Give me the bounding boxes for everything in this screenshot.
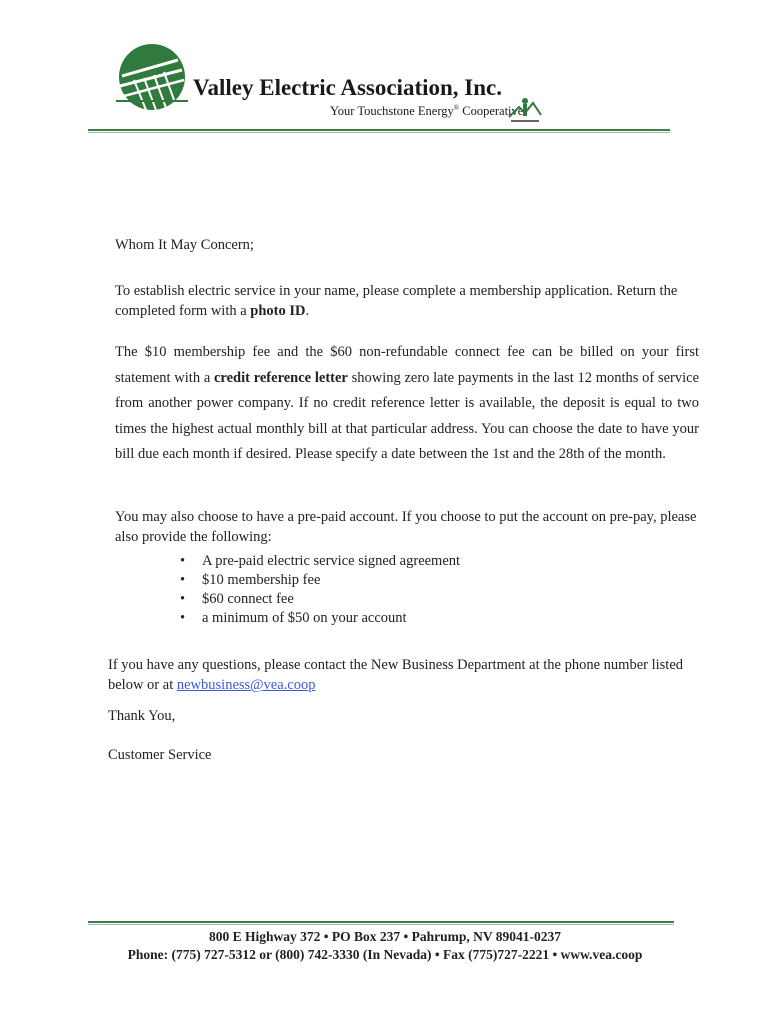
paragraph-questions: If you have any questions, please contact the New Business Department at the phone number listed below or at newbusiness@vea.coop (108, 657, 684, 693)
footer-contact: Phone: (775) 727-5312 or (800) 742-3330 (In Nevada) • Fax (775)727-2221 • www.vea.coop (127, 947, 643, 962)
photo-id-emphasis: photo ID (250, 303, 306, 319)
list-item: • A pre-paid electric service signed agreement (180, 552, 460, 571)
prepaid-requirements-list (180, 552, 460, 628)
footer-divider-light (88, 924, 674, 925)
email-link[interactable]: newbusiness@vea.coop (176, 677, 316, 693)
list-item: • a minimum of $50 on your account (180, 609, 460, 628)
company-name: Valley Electric Association, Inc. (193, 75, 502, 100)
tagline: Your Touchstone Energy® Cooperative (330, 104, 524, 119)
footer-address: 800 E Highway 372 • PO Box 237 • Pahrump, NV 89041-0237 (209, 929, 561, 944)
touchstone-energy-icon (505, 95, 545, 125)
vea-logo-icon (116, 40, 188, 114)
footer-divider (88, 921, 674, 923)
list-item: • $60 connect fee (180, 590, 460, 609)
paragraph-fees: The $10 membership fee and the $60 non-refundable connect fee can be billed on your first statement with a credit reference letter showing zero late payments in the last 12 months of service from another power company. If no credit reference letter is available, the deposit is equal to two times the highest actual monthly bill at that particular address. You can choose the date to have your bill due each month if desired. Please specify a date between the 1st and the 28th of the month. (115, 344, 700, 462)
list-item: • $10 membership fee (180, 571, 460, 590)
credit-reference-emphasis: credit reference letter (214, 369, 348, 386)
salutation: Whom It May Concern; (115, 237, 254, 253)
closing: Thank You, (108, 708, 176, 724)
header-divider (88, 129, 670, 131)
header-divider-light (88, 132, 670, 133)
paragraph-photo-id: To establish electric service in your name, please complete a membership application. Return the completed form with a photo ID. (115, 283, 678, 319)
signature: Customer Service (108, 747, 212, 763)
paragraph-prepaid: You may also choose to have a pre-paid account. If you choose to put the account on pre-pay, please also provide the following: (115, 509, 697, 545)
